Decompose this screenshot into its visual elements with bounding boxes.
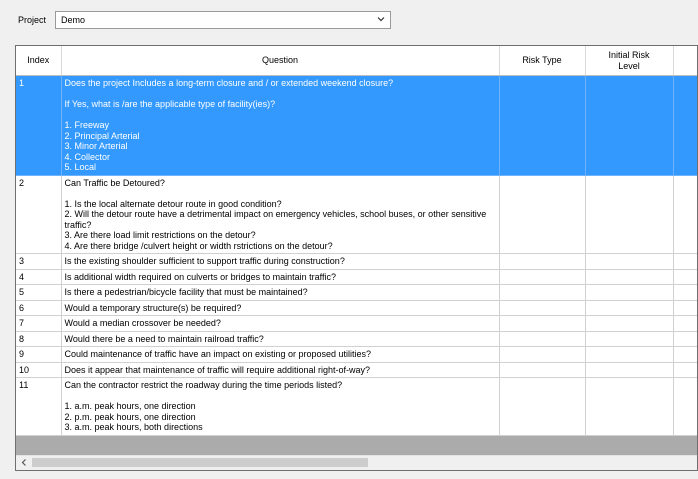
chevron-down-icon: [377, 15, 385, 23]
row-risk-type-cell[interactable]: [499, 175, 585, 254]
row-index-cell[interactable]: 1: [16, 76, 61, 176]
row-question-cell[interactable]: Does the project Includes a long-term closure and / or extended weekend closure? If Yes, what is /are the applicable type of facility(ies)? 1. Freeway 2. Principal Arterial 3. Minor Arterial 4. Collector 5. Local: [61, 76, 499, 176]
row-initial-risk-level-cell[interactable]: [585, 362, 673, 378]
row-index-cell[interactable]: 10: [16, 362, 61, 378]
questions-grid[interactable]: [15, 45, 698, 471]
row-extra-cell[interactable]: [673, 331, 697, 347]
table-row[interactable]: [16, 175, 697, 254]
column-header-index[interactable]: Index: [16, 46, 61, 76]
row-extra-cell[interactable]: [673, 362, 697, 378]
table-row[interactable]: [16, 316, 697, 332]
row-initial-risk-level-cell[interactable]: [585, 269, 673, 285]
row-risk-type-cell[interactable]: [499, 347, 585, 363]
scrollbar-thumb[interactable]: [32, 458, 368, 467]
row-question-cell[interactable]: Can Traffic be Detoured? 1. Is the local alternate detour route in good condition? 2. Will the detour route have a detrimental impact on emergency vehicles, school buses, or other sensitive traffic? 3. Are there load limit restrictions on the detour? 4. Are there bridge /culvert height or width rstrictions on the detour?: [61, 175, 499, 254]
table-row[interactable]: [16, 331, 697, 347]
table-row[interactable]: [16, 269, 697, 285]
row-initial-risk-level-cell[interactable]: [585, 316, 673, 332]
row-initial-risk-level-cell[interactable]: [585, 331, 673, 347]
row-extra-cell[interactable]: [673, 316, 697, 332]
table-row[interactable]: [16, 347, 697, 363]
row-risk-type-cell[interactable]: [499, 300, 585, 316]
row-question-cell[interactable]: Is additional width required on culverts or bridges to maintain traffic?: [61, 269, 499, 285]
row-initial-risk-level-cell[interactable]: [585, 347, 673, 363]
project-select[interactable]: [55, 11, 391, 29]
row-extra-cell[interactable]: [673, 285, 697, 301]
row-initial-risk-level-cell[interactable]: [585, 175, 673, 254]
column-header-question[interactable]: Question: [61, 46, 499, 76]
column-header-extra[interactable]: [673, 46, 697, 76]
row-index-cell[interactable]: 7: [16, 316, 61, 332]
row-extra-cell[interactable]: [673, 347, 697, 363]
table-row[interactable]: [16, 378, 697, 436]
row-extra-cell[interactable]: [673, 175, 697, 254]
row-index-cell[interactable]: 5: [16, 285, 61, 301]
row-extra-cell[interactable]: [673, 76, 697, 176]
row-risk-type-cell[interactable]: [499, 331, 585, 347]
row-risk-type-cell[interactable]: [499, 285, 585, 301]
row-extra-cell[interactable]: [673, 300, 697, 316]
row-extra-cell[interactable]: [673, 269, 697, 285]
row-risk-type-cell[interactable]: [499, 76, 585, 176]
grid-body: [16, 76, 697, 436]
row-initial-risk-level-cell[interactable]: [585, 254, 673, 270]
table-row[interactable]: [16, 300, 697, 316]
row-initial-risk-level-cell[interactable]: [585, 300, 673, 316]
row-question-cell[interactable]: Would a median crossover be needed?: [61, 316, 499, 332]
column-header-risk-type[interactable]: Risk Type: [499, 46, 585, 76]
row-initial-risk-level-cell[interactable]: [585, 76, 673, 176]
row-question-cell[interactable]: Could maintenance of traffic have an impact on existing or proposed utilities?: [61, 347, 499, 363]
row-extra-cell[interactable]: [673, 378, 697, 436]
row-risk-type-cell[interactable]: [499, 254, 585, 270]
table-row[interactable]: [16, 254, 697, 270]
row-risk-type-cell[interactable]: [499, 269, 585, 285]
project-label: Project: [18, 15, 47, 25]
project-select-value: Demo: [61, 15, 86, 25]
row-index-cell[interactable]: 6: [16, 300, 61, 316]
chevron-left-icon[interactable]: [20, 458, 28, 467]
table-row[interactable]: [16, 285, 697, 301]
row-question-cell[interactable]: Would a temporary structure(s) be required?: [61, 300, 499, 316]
header-row: [16, 46, 697, 76]
row-initial-risk-level-cell[interactable]: [585, 378, 673, 436]
row-index-cell[interactable]: 3: [16, 254, 61, 270]
row-question-cell[interactable]: Can the contractor restrict the roadway during the time periods listed? 1. a.m. peak hours, one direction 2. p.m. peak hours, one direction 3. a.m. peak hours, both directions: [61, 378, 499, 436]
horizontal-scrollbar[interactable]: [16, 455, 697, 470]
row-question-cell[interactable]: Would there be a need to maintain railroad traffic?: [61, 331, 499, 347]
table-row[interactable]: [16, 76, 697, 176]
row-risk-type-cell[interactable]: [499, 378, 585, 436]
row-index-cell[interactable]: 4: [16, 269, 61, 285]
row-initial-risk-level-cell[interactable]: [585, 285, 673, 301]
row-risk-type-cell[interactable]: [499, 362, 585, 378]
row-index-cell[interactable]: 9: [16, 347, 61, 363]
row-index-cell[interactable]: 2: [16, 175, 61, 254]
column-header-initial-risk-level[interactable]: Initial Risk Level: [585, 46, 673, 76]
row-question-cell[interactable]: Is the existing shoulder sufficient to support traffic during construction?: [61, 254, 499, 270]
row-index-cell[interactable]: 8: [16, 331, 61, 347]
row-question-cell[interactable]: Does it appear that maintenance of traffic will require additional right-of-way?: [61, 362, 499, 378]
row-risk-type-cell[interactable]: [499, 316, 585, 332]
questions-table: [16, 46, 697, 436]
row-question-cell[interactable]: Is there a pedestrian/bicycle facility that must be maintained?: [61, 285, 499, 301]
grid-viewport: [16, 46, 697, 456]
row-extra-cell[interactable]: [673, 254, 697, 270]
table-row[interactable]: [16, 362, 697, 378]
row-index-cell[interactable]: 11: [16, 378, 61, 436]
